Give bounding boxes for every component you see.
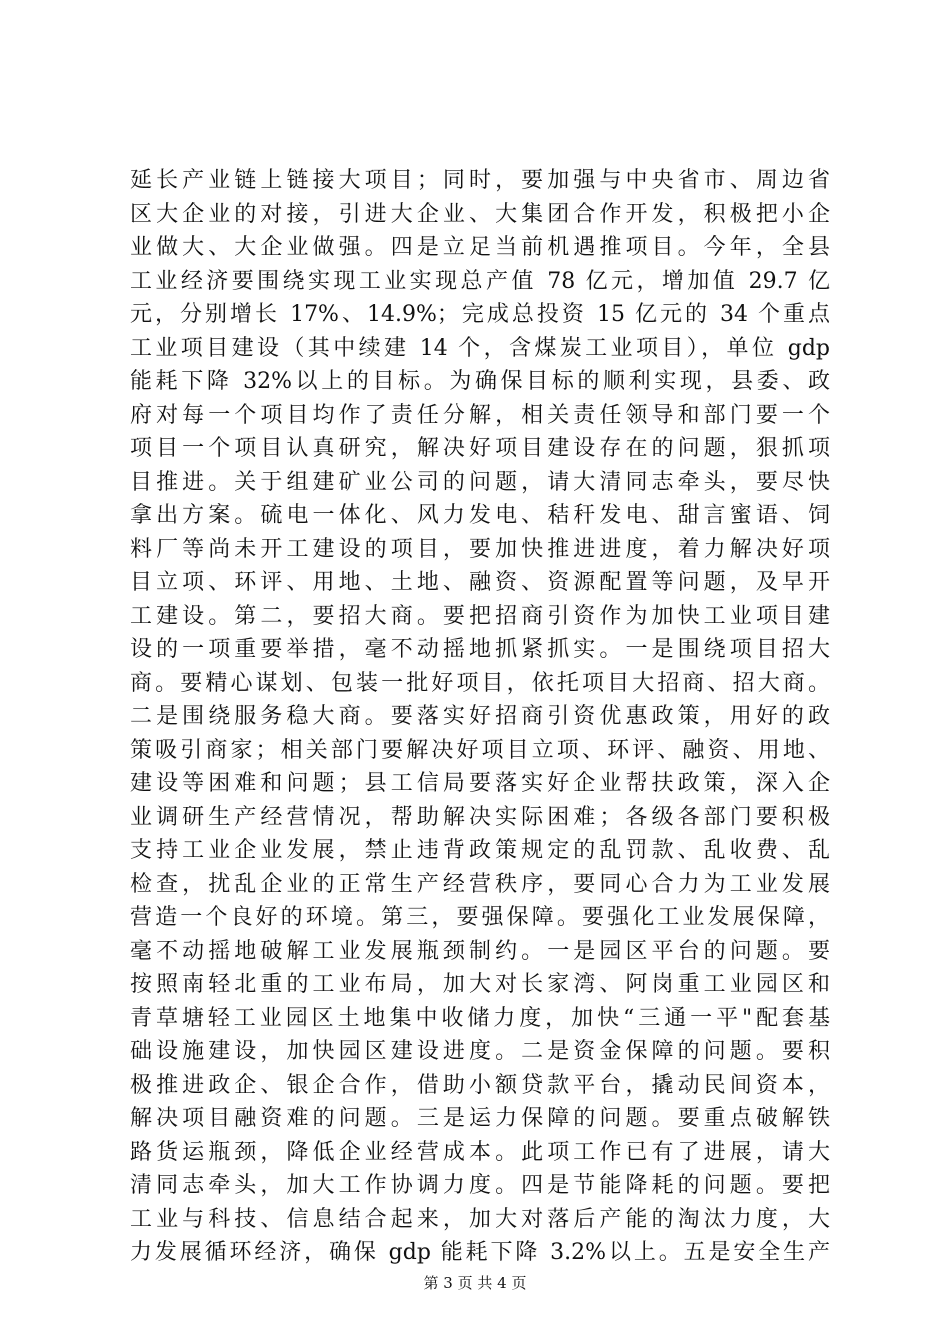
text-line: 检查，扰乱企业的正常生产经营秩序，要同心合力为工业发展	[130, 871, 830, 897]
text-line: 延长产业链上链接大项目；同时，要加强与中央省市、周边省	[130, 168, 830, 193]
text-line: 营造一个良好的环境。第三，要强保障。要强化工业发展保障，	[130, 905, 830, 930]
text-line: 青草塘轻工业园区土地集中收储力度，加快“三通一平"配套基	[130, 1005, 830, 1031]
text-line: 料厂等尚未开工建设的项目，要加快推进进度，着力解决好项	[130, 536, 830, 562]
text-line: 解决项目融资难的问题。三是运力保障的问题。要重点破解铁	[130, 1106, 830, 1131]
text-line: 元，分别增长 17%、14.9%；完成总投资 15 亿元的 34 个重点	[130, 302, 830, 327]
text-line: 支持工业企业发展，禁止违背政策规定的乱罚款、乱收费、乱	[130, 838, 830, 863]
text-line: 清同志牵头，加大工作协调力度。四是节能降耗的问题。要把	[130, 1173, 830, 1198]
text-line: 工建设。第二，要招大商。要把招商引资作为加快工业项目建	[130, 603, 830, 629]
text-line: 按照南轻北重的工业布局，加大对长家湾、阿岗重工业园区和	[130, 972, 830, 997]
text-line: 拿出方案。硫电一体化、风力发电、秸秆发电、甜言蜜语、饲	[130, 503, 830, 528]
text-line: 能耗下降 32%以上的目标。为确保目标的顺利实现，县委、政	[130, 369, 830, 394]
text-line: 极推进政企、银企合作，借助小额贷款平台，撬动民间资本，	[130, 1072, 830, 1098]
text-line: 区大企业的对接，引进大企业、大集团合作开发，积极把小企	[130, 201, 830, 227]
text-line: 项目一个项目认真研究，解决好项目建设存在的问题，狠抓项	[130, 436, 830, 461]
text-line: 工业项目建设（其中续建 14 个，含煤炭工业项目），单位 gdp	[130, 335, 830, 361]
text-line: 策吸引商家；相关部门要解决好项目立项、环评、融资、用地、	[130, 737, 830, 763]
text-line: 路货运瓶颈，降低企业经营成本。此项工作已有了进展，请大	[130, 1139, 830, 1165]
text-line: 力发展循环经济，确保 gdp 能耗下降 3.2%以上。五是安全生产	[130, 1240, 830, 1265]
text-line: 业做大、大企业做强。四是立足当前机遇推项目。今年，全县	[130, 235, 830, 260]
text-line: 商。要精心谋划、包装一批好项目，依托项目大招商、招大商。	[130, 670, 830, 696]
text-line: 工业经济要围绕实现工业实现总产值 78 亿元，增加值 29.7 亿	[130, 268, 830, 294]
page-footer: 第 3 页 共 4 页	[423, 1274, 527, 1292]
text-line: 二是围绕服务稳大商。要落实好招商引资优惠政策，用好的政	[130, 704, 830, 729]
text-line: 础设施建设，加快园区建设进度。二是资金保障的问题。要积	[130, 1039, 830, 1064]
body-text	[130, 164, 830, 1270]
text-line: 府对每一个项目均作了责任分解，相关责任领导和部门要一个	[130, 402, 830, 428]
text-line: 毫不动摇地破解工业发展瓶颈制约。一是园区平台的问题。要	[130, 938, 830, 964]
text-line: 建设等困难和问题；县工信局要落实好企业帮扶政策，深入企	[130, 771, 830, 796]
text-line: 目推进。关于组建矿业公司的问题，请大清同志牵头，要尽快	[130, 469, 830, 495]
text-line: 工业与科技、信息结合起来，加大对落后产能的淘汰力度，大	[130, 1206, 830, 1232]
text-line: 业调研生产经营情况，帮助解决实际困难；各级各部门要积极	[130, 804, 830, 830]
text-line: 设的一项重要举措，毫不动摇地抓紧抓实。一是围绕项目招大	[130, 637, 830, 662]
text-line: 目立项、环评、用地、土地、融资、资源配置等问题，及早开	[130, 570, 830, 595]
